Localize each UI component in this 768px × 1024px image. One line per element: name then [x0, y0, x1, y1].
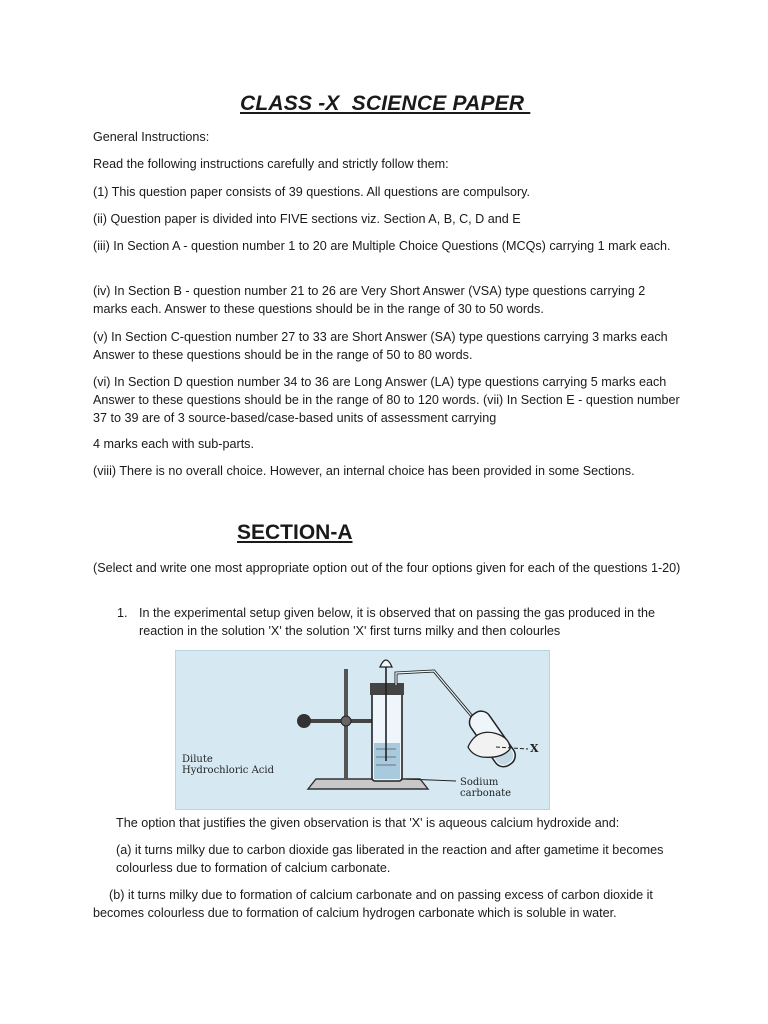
- section-a-instruction: (Select and write one most appropriate option out of the four options given for each of the questions 1-20): [93, 561, 681, 575]
- instruction-item: (iv) In Section B - question number 21 to 26 are Very Short Answer (VSA) type questions carrying 2 marks each. Answer to these questions should be in the range of 30 to 50 words.: [93, 284, 646, 316]
- clamp-arm: [306, 719, 374, 723]
- option-b: (b) it turns milky due to formation of calcium carbonate and on passing excess of carbon dioxide it becomes colourless due to formation of calcium hydrogen carbonate which is soluble in water.: [93, 888, 653, 920]
- option-a: (a) it turns milky due to carbon dioxide gas liberated in the reaction and after gametime it becomes colourless due to formation of calcium carbonate.: [116, 843, 664, 875]
- question-number: 1.: [117, 606, 128, 620]
- clamp-joint: [341, 716, 351, 726]
- delivery-tube: [396, 671, 484, 747]
- thistle-funnel: [380, 660, 392, 667]
- figure-label-acid: Hydrochloric Acid: [182, 765, 275, 776]
- instruction-item: (ii) Question paper is divided into FIVE sections viz. Section A, B, C, D and E: [93, 212, 521, 226]
- question-text: In the experimental setup given below, it is observed that on passing the gas produced in the reaction in the solution 'X' the solution 'X' first turns milky and then colourles: [139, 606, 655, 638]
- instruction-item: 4 marks each with sub-parts.: [93, 437, 254, 451]
- paper-title: CLASS -X SCIENCE PAPER: [240, 92, 531, 115]
- instructions-heading: General Instructions:: [93, 130, 210, 144]
- figure-label-x: X: [530, 742, 539, 755]
- clamp-knob: [297, 714, 311, 728]
- cork: [370, 683, 404, 695]
- instruction-item: (vi) In Section D question number 34 to 36 are Long Answer (LA) type questions carrying 5 marks each Answer to these questions should be in the range of 80 to 120 words. (vii) In Section E - question number 37 to 39 are of 3 source-based/case-based units of assessment carrying: [93, 375, 680, 425]
- liquid-in-tube: [374, 743, 400, 779]
- section-a-title: SECTION-A: [237, 521, 353, 544]
- instruction-item: (v) In Section C-question number 27 to 33 are Short Answer (SA) type questions carrying 3 marks each Answer to these questions should be in the range of 50 to 80 words.: [93, 330, 668, 362]
- figure-label-sodium: Sodium: [460, 777, 499, 788]
- stand-base: [308, 779, 428, 789]
- figure-label-dilute: Dilute: [182, 754, 213, 765]
- question-stem: The option that justifies the given observation is that 'X' is aqueous calcium hydroxide and:: [116, 816, 620, 830]
- instructions-intro: Read the following instructions carefully and strictly follow them:: [93, 157, 449, 171]
- figure-label-carbonate: carbonate: [460, 788, 512, 799]
- instruction-item: (viii) There is no overall choice. However, an internal choice has been provided in some Sections.: [93, 464, 635, 478]
- instruction-item: (1) This question paper consists of 39 questions. All questions are compulsory.: [93, 185, 531, 199]
- experimental-setup-figure: [175, 650, 550, 810]
- instruction-item: (iii) In Section A - question number 1 to 20 are Multiple Choice Questions (MCQs) carrying 1 mark each.: [93, 239, 671, 253]
